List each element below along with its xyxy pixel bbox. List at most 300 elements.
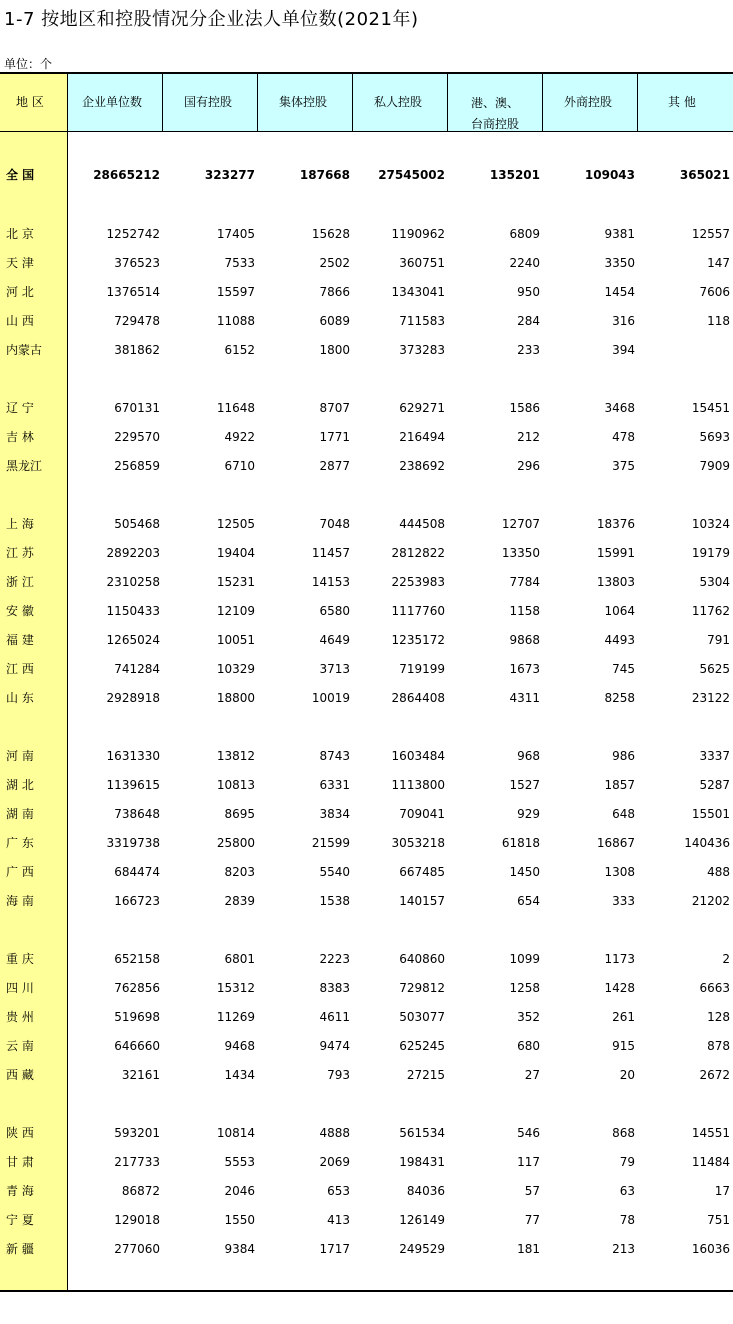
table-row xyxy=(0,572,733,592)
cell-state: 12109 xyxy=(216,604,255,618)
cell-state: 9468 xyxy=(224,1039,255,1053)
cell-other: 488 xyxy=(707,865,730,879)
region-name: 河 南 xyxy=(6,749,34,763)
cell-hmt: 352 xyxy=(517,1010,540,1024)
cell-other: 14551 xyxy=(691,1126,730,1140)
cell-state: 8203 xyxy=(224,865,255,879)
cell-state: 10329 xyxy=(216,662,255,676)
cell-state: 11088 xyxy=(216,314,255,328)
cell-private: 238692 xyxy=(399,459,445,473)
cell-collective: 2877 xyxy=(319,459,350,473)
cell-hmt: 1673 xyxy=(509,662,540,676)
cell-private: 1113800 xyxy=(391,778,445,792)
region-name: 上 海 xyxy=(6,517,34,531)
cell-state: 15312 xyxy=(216,981,255,995)
header-hmt-holding xyxy=(462,93,528,135)
region-name: 山 东 xyxy=(6,691,34,705)
header-other: 其 他 xyxy=(668,95,696,109)
header-divider xyxy=(162,73,163,132)
table-row xyxy=(0,1239,733,1259)
cell-state: 6801 xyxy=(224,952,255,966)
cell-private: 561534 xyxy=(399,1126,445,1140)
cell-private: 711583 xyxy=(399,314,445,328)
cell-state: 15597 xyxy=(216,285,255,299)
cell-hmt: 61818 xyxy=(501,836,540,850)
region-name: 黑龙江 xyxy=(6,459,43,473)
cell-foreign: 316 xyxy=(612,314,635,328)
cell-private: 629271 xyxy=(399,401,445,415)
unit-label: 单位：个 xyxy=(4,57,53,71)
cell-private: 1235172 xyxy=(391,633,445,647)
region-name: 宁 夏 xyxy=(6,1213,34,1227)
region-name: 四 川 xyxy=(6,981,34,995)
cell-total: 381862 xyxy=(114,343,160,357)
table-row xyxy=(0,746,733,766)
cell-hmt: 212 xyxy=(517,430,540,444)
table-row xyxy=(0,775,733,795)
cell-state: 5553 xyxy=(224,1155,255,1169)
cell-collective: 653 xyxy=(327,1184,350,1198)
cell-total: 376523 xyxy=(114,256,160,270)
cell-state: 25800 xyxy=(216,836,255,850)
cell-other: 11484 xyxy=(691,1155,730,1169)
cell-foreign: 20 xyxy=(619,1068,635,1082)
table-row xyxy=(0,630,733,650)
cell-foreign: 986 xyxy=(612,749,635,763)
cell-total: 505468 xyxy=(114,517,160,531)
cell-collective: 187668 xyxy=(299,168,350,182)
cell-private: 1190962 xyxy=(391,227,445,241)
cell-foreign: 868 xyxy=(612,1126,635,1140)
cell-other: 5287 xyxy=(699,778,730,792)
cell-collective: 8707 xyxy=(319,401,350,415)
cell-collective: 9474 xyxy=(319,1039,350,1053)
region-name: 新 疆 xyxy=(6,1242,34,1256)
cell-foreign: 78 xyxy=(619,1213,635,1227)
cell-collective: 4649 xyxy=(319,633,350,647)
cell-other: 118 xyxy=(707,314,730,328)
cell-private: 198431 xyxy=(399,1155,445,1169)
region-name: 北 京 xyxy=(6,227,34,241)
table-row xyxy=(0,224,733,244)
region-name: 河 北 xyxy=(6,285,34,299)
cell-total: 2310258 xyxy=(106,575,160,589)
cell-state: 8695 xyxy=(224,807,255,821)
table-row xyxy=(0,311,733,331)
table-row xyxy=(0,514,733,534)
table-row xyxy=(0,1036,733,1056)
cell-other: 140436 xyxy=(684,836,730,850)
region-name: 山 西 xyxy=(6,314,34,328)
cell-state: 9384 xyxy=(224,1242,255,1256)
cell-state: 11648 xyxy=(216,401,255,415)
cell-state: 6152 xyxy=(224,343,255,357)
cell-total: 217733 xyxy=(114,1155,160,1169)
table-row xyxy=(0,1007,733,1027)
cell-collective: 21599 xyxy=(311,836,350,850)
header-divider xyxy=(542,73,543,132)
cell-hmt: 929 xyxy=(517,807,540,821)
cell-foreign: 745 xyxy=(612,662,635,676)
cell-hmt: 680 xyxy=(517,1039,540,1053)
cell-other: 15501 xyxy=(691,807,730,821)
cell-other: 365021 xyxy=(679,168,730,182)
cell-collective: 2502 xyxy=(319,256,350,270)
cell-collective: 6331 xyxy=(319,778,350,792)
cell-private: 1603484 xyxy=(391,749,445,763)
cell-foreign: 478 xyxy=(612,430,635,444)
region-name: 湖 北 xyxy=(6,778,34,792)
cell-collective: 3834 xyxy=(319,807,350,821)
cell-private: 249529 xyxy=(399,1242,445,1256)
header-divider xyxy=(637,73,638,132)
cell-total: 229570 xyxy=(114,430,160,444)
region-name: 海 南 xyxy=(6,894,34,908)
cell-foreign: 8258 xyxy=(604,691,635,705)
table-row xyxy=(0,1123,733,1143)
cell-state: 11269 xyxy=(216,1010,255,1024)
cell-collective: 14153 xyxy=(311,575,350,589)
table-row xyxy=(0,978,733,998)
cell-other: 6663 xyxy=(699,981,730,995)
cell-total: 1150433 xyxy=(106,604,160,618)
region-name: 西 藏 xyxy=(6,1068,34,1082)
cell-other: 19179 xyxy=(691,546,730,560)
cell-total: 129018 xyxy=(114,1213,160,1227)
header-state-holding: 国有控股 xyxy=(184,95,233,109)
cell-private: 2864408 xyxy=(391,691,445,705)
cell-total: 2892203 xyxy=(106,546,160,560)
cell-collective: 413 xyxy=(327,1213,350,1227)
region-name: 全 国 xyxy=(6,168,35,182)
cell-hmt: 968 xyxy=(517,749,540,763)
table-row xyxy=(0,456,733,476)
cell-collective: 8743 xyxy=(319,749,350,763)
cell-private: 640860 xyxy=(399,952,445,966)
cell-other: 5693 xyxy=(699,430,730,444)
table-row xyxy=(0,543,733,563)
cell-hmt: 1158 xyxy=(509,604,540,618)
cell-private: 3053218 xyxy=(391,836,445,850)
cell-foreign: 1428 xyxy=(604,981,635,995)
cell-state: 13812 xyxy=(216,749,255,763)
cell-hmt: 1586 xyxy=(509,401,540,415)
cell-total: 3319738 xyxy=(106,836,160,850)
cell-private: 719199 xyxy=(399,662,445,676)
table-row xyxy=(0,949,733,969)
cell-other: 12557 xyxy=(691,227,730,241)
cell-private: 444508 xyxy=(399,517,445,531)
cell-state: 4922 xyxy=(224,430,255,444)
cell-other: 7909 xyxy=(699,459,730,473)
cell-private: 709041 xyxy=(399,807,445,821)
cell-foreign: 3350 xyxy=(604,256,635,270)
region-name: 青 海 xyxy=(6,1184,34,1198)
region-name: 贵 州 xyxy=(6,1010,34,1024)
cell-state: 12505 xyxy=(216,517,255,531)
cell-total: 32161 xyxy=(121,1068,160,1082)
table-row xyxy=(0,804,733,824)
cell-state: 10051 xyxy=(216,633,255,647)
cell-other: 23122 xyxy=(691,691,730,705)
cell-hmt: 950 xyxy=(517,285,540,299)
table-row xyxy=(0,833,733,853)
table-row xyxy=(0,1065,733,1085)
cell-other: 751 xyxy=(707,1213,730,1227)
cell-total: 1631330 xyxy=(106,749,160,763)
table-row xyxy=(0,1152,733,1172)
cell-collective: 6580 xyxy=(319,604,350,618)
cell-collective: 15628 xyxy=(311,227,350,241)
header-private-holding: 私人控股 xyxy=(374,95,423,109)
header-bottom-rule xyxy=(0,131,733,132)
region-name: 吉 林 xyxy=(6,430,34,444)
cell-total: 2928918 xyxy=(106,691,160,705)
table-row xyxy=(0,1210,733,1230)
cell-foreign: 15991 xyxy=(596,546,635,560)
region-name: 广 东 xyxy=(6,836,34,850)
cell-hmt: 27 xyxy=(524,1068,540,1082)
cell-collective: 10019 xyxy=(311,691,350,705)
cell-total: 1252742 xyxy=(106,227,160,241)
table-row xyxy=(0,891,733,911)
cell-collective: 2223 xyxy=(319,952,350,966)
cell-total: 729478 xyxy=(114,314,160,328)
cell-collective: 1800 xyxy=(319,343,350,357)
cell-private: 126149 xyxy=(399,1213,445,1227)
table-row xyxy=(0,688,733,708)
region-name: 内蒙古 xyxy=(6,343,43,357)
cell-hmt: 1527 xyxy=(509,778,540,792)
cell-other: 878 xyxy=(707,1039,730,1053)
cell-private: 625245 xyxy=(399,1039,445,1053)
cell-private: 2253983 xyxy=(391,575,445,589)
table-row xyxy=(0,398,733,418)
cell-other: 16036 xyxy=(691,1242,730,1256)
cell-private: 27545002 xyxy=(378,168,445,182)
cell-foreign: 1064 xyxy=(604,604,635,618)
cell-total: 762856 xyxy=(114,981,160,995)
cell-total: 1376514 xyxy=(106,285,160,299)
cell-hmt: 13350 xyxy=(501,546,540,560)
cell-collective: 8383 xyxy=(319,981,350,995)
cell-collective: 5540 xyxy=(319,865,350,879)
cell-collective: 2069 xyxy=(319,1155,350,1169)
cell-foreign: 18376 xyxy=(596,517,635,531)
cell-hmt: 117 xyxy=(517,1155,540,1169)
cell-foreign: 213 xyxy=(612,1242,635,1256)
header-divider xyxy=(352,73,353,132)
cell-state: 18800 xyxy=(216,691,255,705)
cell-other: 5625 xyxy=(699,662,730,676)
cell-hmt: 1258 xyxy=(509,981,540,995)
cell-private: 373283 xyxy=(399,343,445,357)
cell-hmt: 9868 xyxy=(509,633,540,647)
cell-total: 519698 xyxy=(114,1010,160,1024)
cell-total: 684474 xyxy=(114,865,160,879)
cell-private: 2812822 xyxy=(391,546,445,560)
cell-collective: 4611 xyxy=(319,1010,350,1024)
cell-hmt: 135201 xyxy=(489,168,540,182)
region-name: 安 徽 xyxy=(6,604,34,618)
cell-private: 216494 xyxy=(399,430,445,444)
cell-hmt: 1099 xyxy=(509,952,540,966)
cell-other: 2 xyxy=(722,952,730,966)
cell-hmt: 4311 xyxy=(509,691,540,705)
cell-hmt: 654 xyxy=(517,894,540,908)
cell-collective: 7866 xyxy=(319,285,350,299)
cell-state: 10814 xyxy=(216,1126,255,1140)
table-row xyxy=(0,427,733,447)
cell-collective: 3713 xyxy=(319,662,350,676)
cell-hmt: 57 xyxy=(524,1184,540,1198)
cell-foreign: 9381 xyxy=(604,227,635,241)
cell-state: 6710 xyxy=(224,459,255,473)
cell-total: 741284 xyxy=(114,662,160,676)
cell-state: 2839 xyxy=(224,894,255,908)
cell-foreign: 109043 xyxy=(584,168,635,182)
cell-foreign: 1454 xyxy=(604,285,635,299)
cell-total: 738648 xyxy=(114,807,160,821)
cell-other: 17 xyxy=(714,1184,730,1198)
cell-state: 19404 xyxy=(216,546,255,560)
cell-collective: 6089 xyxy=(319,314,350,328)
header-total: 企业单位数 xyxy=(82,95,143,109)
cell-other: 791 xyxy=(707,633,730,647)
cell-state: 2046 xyxy=(224,1184,255,1198)
header-hmt-line1: 港、澳、 xyxy=(470,96,519,110)
cell-foreign: 79 xyxy=(619,1155,635,1169)
cell-foreign: 13803 xyxy=(596,575,635,589)
cell-foreign: 63 xyxy=(619,1184,635,1198)
table-top-rule xyxy=(0,72,733,74)
cell-hmt: 2240 xyxy=(509,256,540,270)
cell-private: 503077 xyxy=(399,1010,445,1024)
cell-total: 256859 xyxy=(114,459,160,473)
cell-hmt: 284 xyxy=(517,314,540,328)
region-name: 辽 宁 xyxy=(6,401,34,415)
region-name: 福 建 xyxy=(6,633,34,647)
cell-other: 21202 xyxy=(691,894,730,908)
header-collective-holding: 集体控股 xyxy=(279,95,328,109)
cell-state: 15231 xyxy=(216,575,255,589)
cell-total: 277060 xyxy=(114,1242,160,1256)
region-name: 陕 西 xyxy=(6,1126,34,1140)
cell-private: 667485 xyxy=(399,865,445,879)
table-row xyxy=(0,1181,733,1201)
cell-foreign: 4493 xyxy=(604,633,635,647)
cell-total: 28665212 xyxy=(93,168,160,182)
cell-other: 11762 xyxy=(691,604,730,618)
region-name: 湖 南 xyxy=(6,807,34,821)
cell-total: 166723 xyxy=(114,894,160,908)
region-name: 广 西 xyxy=(6,865,34,879)
cell-other: 147 xyxy=(707,256,730,270)
cell-foreign: 3468 xyxy=(604,401,635,415)
table-row xyxy=(0,862,733,882)
cell-total: 1265024 xyxy=(106,633,160,647)
cell-foreign: 915 xyxy=(612,1039,635,1053)
cell-private: 84036 xyxy=(406,1184,445,1198)
header-foreign-holding: 外商控股 xyxy=(564,95,613,109)
cell-total: 670131 xyxy=(114,401,160,415)
cell-foreign: 648 xyxy=(612,807,635,821)
cell-hmt: 546 xyxy=(517,1126,540,1140)
header-region: 地 区 xyxy=(16,95,44,109)
cell-total: 652158 xyxy=(114,952,160,966)
cell-total: 593201 xyxy=(114,1126,160,1140)
table-row xyxy=(0,340,733,360)
cell-hmt: 181 xyxy=(517,1242,540,1256)
cell-total: 1139615 xyxy=(106,778,160,792)
table-row-national xyxy=(0,165,733,185)
cell-foreign: 1308 xyxy=(604,865,635,879)
table-row xyxy=(0,282,733,302)
cell-state: 1434 xyxy=(224,1068,255,1082)
cell-state: 323277 xyxy=(204,168,255,182)
cell-state: 17405 xyxy=(216,227,255,241)
cell-private: 729812 xyxy=(399,981,445,995)
header-divider xyxy=(257,73,258,132)
cell-total: 86872 xyxy=(121,1184,160,1198)
cell-hmt: 77 xyxy=(524,1213,540,1227)
cell-hmt: 296 xyxy=(517,459,540,473)
cell-hmt: 6809 xyxy=(509,227,540,241)
cell-other: 15451 xyxy=(691,401,730,415)
cell-state: 1550 xyxy=(224,1213,255,1227)
cell-collective: 1717 xyxy=(319,1242,350,1256)
region-name: 江 西 xyxy=(6,662,34,676)
region-name: 甘 肃 xyxy=(6,1155,34,1169)
cell-hmt: 7784 xyxy=(509,575,540,589)
cell-other: 7606 xyxy=(699,285,730,299)
region-name: 天 津 xyxy=(6,256,34,270)
cell-hmt: 12707 xyxy=(501,517,540,531)
region-name: 云 南 xyxy=(6,1039,34,1053)
cell-private: 27215 xyxy=(406,1068,445,1082)
region-name: 江 苏 xyxy=(6,546,34,560)
cell-collective: 4888 xyxy=(319,1126,350,1140)
cell-other: 5304 xyxy=(699,575,730,589)
page-title: 1-7 按地区和控股情况分企业法人单位数(2021年) xyxy=(4,9,419,30)
cell-foreign: 333 xyxy=(612,894,635,908)
cell-foreign: 1857 xyxy=(604,778,635,792)
table-row xyxy=(0,253,733,273)
cell-foreign: 1173 xyxy=(604,952,635,966)
cell-collective: 1771 xyxy=(319,430,350,444)
cell-state: 7533 xyxy=(224,256,255,270)
cell-foreign: 394 xyxy=(612,343,635,357)
cell-state: 10813 xyxy=(216,778,255,792)
table-row xyxy=(0,659,733,679)
cell-collective: 1538 xyxy=(319,894,350,908)
cell-other: 10324 xyxy=(691,517,730,531)
cell-other: 2672 xyxy=(699,1068,730,1082)
cell-private: 1343041 xyxy=(391,285,445,299)
cell-hmt: 1450 xyxy=(509,865,540,879)
cell-private: 140157 xyxy=(399,894,445,908)
cell-foreign: 375 xyxy=(612,459,635,473)
table-row xyxy=(0,601,733,621)
region-name: 重 庆 xyxy=(6,952,34,966)
cell-foreign: 261 xyxy=(612,1010,635,1024)
cell-foreign: 16867 xyxy=(596,836,635,850)
header-divider xyxy=(447,73,448,132)
cell-private: 1117760 xyxy=(391,604,445,618)
cell-collective: 11457 xyxy=(311,546,350,560)
region-name: 浙 江 xyxy=(6,575,34,589)
cell-private: 360751 xyxy=(399,256,445,270)
